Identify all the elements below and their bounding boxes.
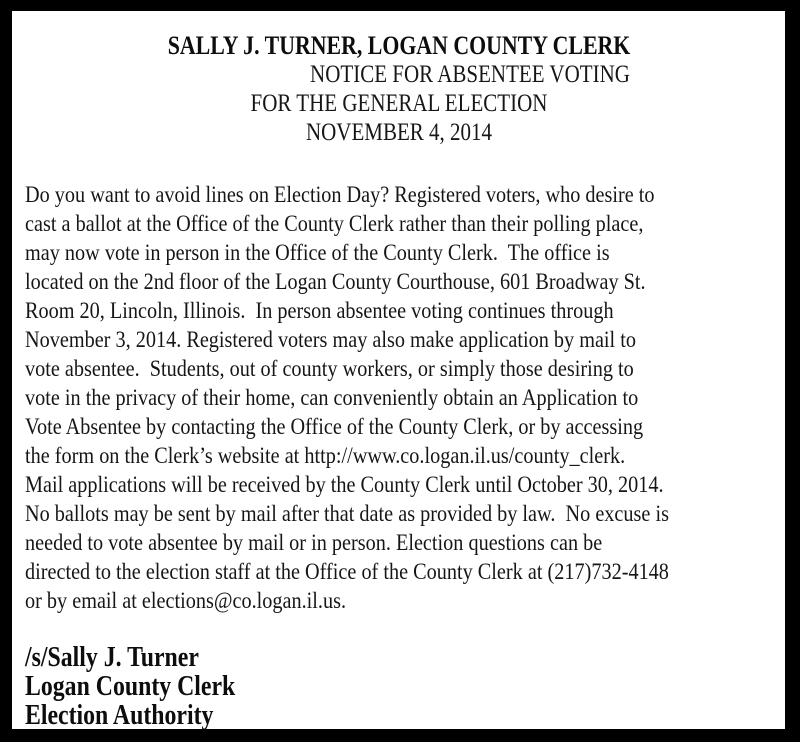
header-election-title: FOR THE GENERAL ELECTION [250,90,548,117]
body-line: located on the 2nd floor of the Logan County Courthouse, 601 Broadway St. [25,269,646,294]
header-election-date: NOVEMBER 4, 2014 [305,119,493,146]
body-line: Do you want to avoid lines on Election Day? Registered voters, who desire to [25,182,655,207]
body-line: may now vote in person in the Office of the County Clerk. The office is [25,240,610,265]
header-clerk-name: SALLY J. TURNER, LOGAN COUNTY CLERK [167,31,631,60]
signature-authority: Election Authority [25,700,214,731]
body-line: No ballots may be sent by mail after that date as provided by law. No excuse is [25,501,669,526]
body-line: vote in the privacy of their home, can conveniently obtain an Application to [25,385,639,410]
body-line: vote absentee. Students, out of county workers, or simply those desiring to [25,356,634,381]
signature-block [25,643,773,730]
signature-title: Logan County Clerk [25,671,236,702]
body-line: Room 20, Lincoln, Illinois. In person absentee voting continues through [25,298,614,323]
header-notice-title: NOTICE FOR ABSENTEE VOTING [310,61,630,88]
notice-header [25,31,773,147]
body-line: Mail applications will be received by the County Clerk until October 30, 2014. [25,472,664,497]
body-line-phone: directed to the election staff at the Office of the County Clerk at (217)732-4148 [25,559,669,584]
body-line: November 3, 2014. Registered voters may also make application by mail to [25,327,636,352]
signature-name: /s/Sally J. Turner [25,642,199,673]
body-line-website-url: the form on the Clerk’s website at http://www.co.logan.il.us/county_clerk. [25,443,626,468]
body-line-email: or by email at elections@co.logan.il.us. [25,588,347,613]
body-line: needed to vote absentee by mail or in person. Election questions can be [25,530,603,555]
notice-body [25,180,773,615]
body-line: Vote Absentee by contacting the Office of the County Clerk, or by accessing [25,414,644,439]
body-line: cast a ballot at the Office of the County Clerk rather than their polling place, [25,211,644,236]
